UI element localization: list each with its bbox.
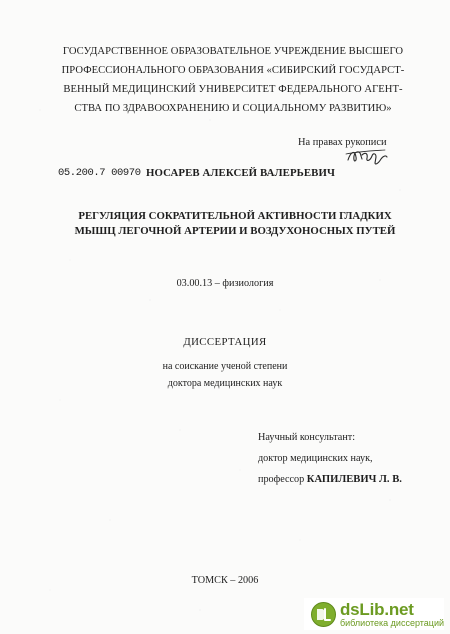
thesis-title	[72, 209, 398, 239]
advisor-name: КАПИЛЕВИЧ Л. В.	[306, 474, 402, 485]
handwritten-signature	[345, 145, 389, 167]
advisor-label: Научный консультант:	[258, 432, 356, 443]
advisor-title-line	[258, 469, 402, 490]
watermark-text	[340, 601, 444, 628]
city-year: ТОМСК – 2006	[191, 575, 259, 586]
dslib-logo-icon	[310, 601, 337, 628]
institution-header	[58, 42, 408, 118]
watermark-brand: dsLib.net	[339, 599, 414, 619]
author-name: НОСАРЕВ АЛЕКСЕЙ ВАЛЕРЬЕВИЧ	[146, 167, 336, 179]
thesis-title-line: МЫШЦ ЛЕГОЧНОЙ АРТЕРИИ И ВОЗДУХОНОСНЫХ ПУТЕЙ	[74, 225, 396, 237]
institution-line: ВЕННЫЙ МЕДИЦИНСКИЙ УНИВЕРСИТЕТ ФЕДЕРАЛЬНОГО АГЕНТ-	[63, 84, 403, 95]
institution-line: ГОСУДАРСТВЕННОЕ ОБРАЗОВАТЕЛЬНОЕ УЧРЕЖДЕНИЕ ВЫСШЕГО	[62, 46, 404, 57]
dslib-watermark[interactable]	[304, 598, 444, 630]
registration-number: 05.200.7 00970	[58, 167, 141, 179]
document-type: ДИССЕРТАЦИЯ	[183, 336, 267, 348]
institution-line: ПРОФЕССИОНАЛЬНОГО ОБРАЗОВАНИЯ «СИБИРСКИЙ ГОСУДАРСТ-	[61, 65, 405, 76]
thesis-title-line: РЕГУЛЯЦИЯ СОКРАТИТЕЛЬНОЙ АКТИВНОСТИ ГЛАДКИХ	[78, 210, 392, 222]
degree-line: на соискание ученой степени	[162, 361, 288, 372]
degree-line: доктора медицинских наук	[167, 378, 283, 389]
advisor-title-prefix: профессор	[258, 474, 305, 485]
manuscript-note: На правах рукописи	[298, 137, 387, 148]
specialty-code: 03.00.13 – физиология	[176, 278, 274, 289]
advisor-degree: доктор медицинских наук,	[258, 453, 373, 464]
scientific-advisor	[258, 427, 402, 490]
watermark-subtitle: библиотека диссертаций	[339, 617, 444, 628]
institution-line: СТВА ПО ЗДРАВООХРАНЕНИЮ И СОЦИАЛЬНОМУ РАЗВИТИЮ»	[74, 103, 392, 114]
degree-statement	[0, 358, 450, 392]
